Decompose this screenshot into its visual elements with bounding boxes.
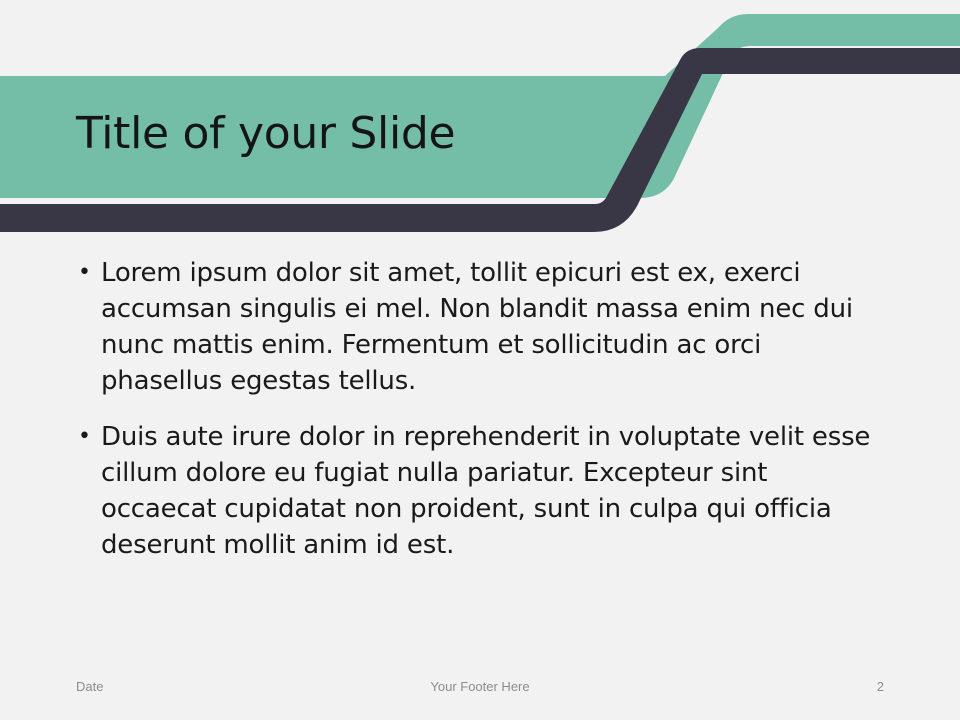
bullet-item	[76, 419, 876, 563]
bullet-item	[76, 255, 876, 399]
footer-text: Your Footer Here	[430, 679, 530, 694]
bullet-icon: •	[78, 424, 91, 449]
slide-title: Title of your Slide	[76, 108, 456, 159]
footer-date: Date	[76, 679, 104, 694]
bullet-text: Duis aute irure dolor in reprehenderit in voluptate velit esse cillum dolore eu fugiat nulla pariatur. Excepteur sint occaecat cupidatat non proident, sunt in culpa qui officia deserunt mollit anim id est.	[101, 422, 871, 560]
bullet-icon: •	[78, 260, 91, 285]
slide-number: 2	[876, 679, 884, 694]
bullet-text: Lorem ipsum dolor sit amet, tollit epicuri est ex, exerci accumsan singulis ei mel. Non blandit massa enim nec dui nunc mattis enim. Fermentum et sollicitudin ac orci phasellus egestas tellus.	[101, 258, 853, 396]
bullet-list	[76, 255, 876, 583]
